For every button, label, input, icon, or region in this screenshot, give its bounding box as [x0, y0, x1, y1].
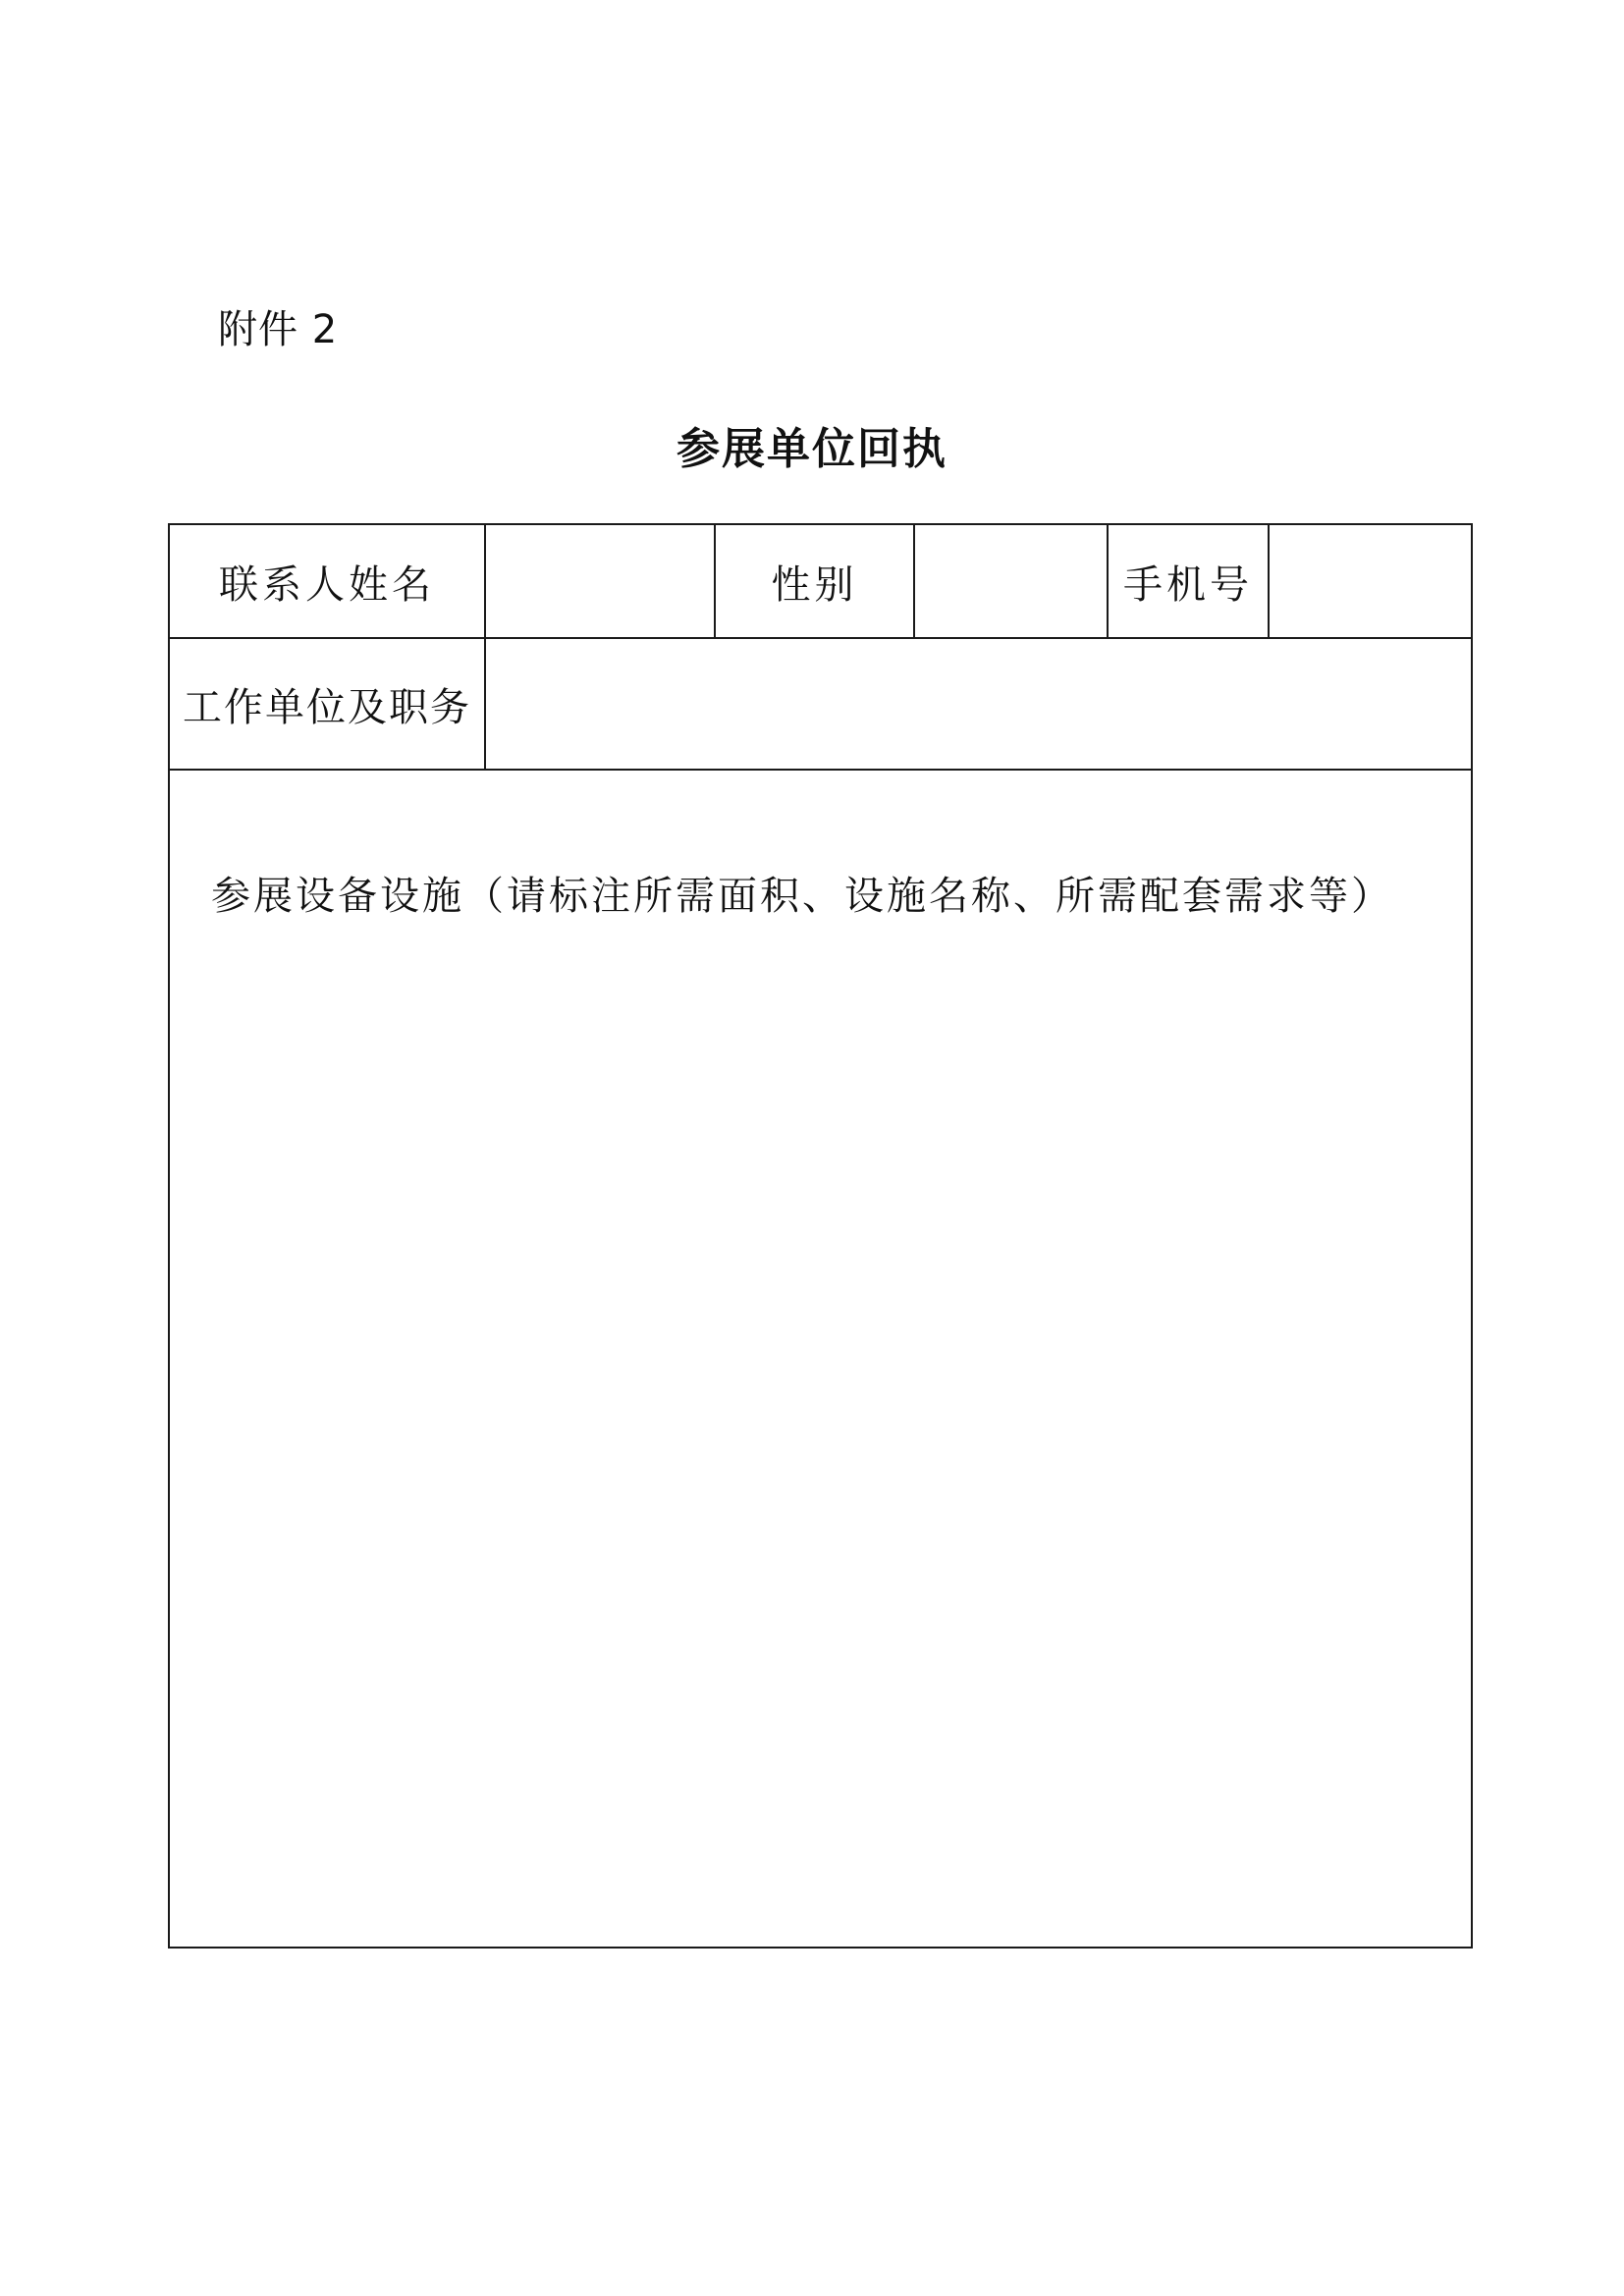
- contact-name-label: 联系人姓名: [169, 524, 485, 638]
- gender-field[interactable]: [914, 524, 1108, 638]
- contact-row: [169, 524, 1472, 638]
- phone-field[interactable]: [1269, 524, 1472, 638]
- reply-form-table: [168, 523, 1473, 1949]
- facilities-row: [169, 770, 1472, 1948]
- work-unit-field[interactable]: [485, 638, 1472, 770]
- gender-label: 性别: [715, 524, 914, 638]
- work-unit-row: [169, 638, 1472, 770]
- attachment-label: 附件 2: [218, 307, 339, 352]
- facilities-label: 参展设备设施（请标注所需面积、设施名称、所需配套需求等）: [211, 874, 1393, 919]
- contact-name-field[interactable]: [485, 524, 715, 638]
- work-unit-label: 工作单位及职务: [169, 638, 485, 770]
- document-title: 参展单位回执: [677, 424, 947, 474]
- phone-label: 手机号: [1108, 524, 1269, 638]
- facilities-field[interactable]: [169, 770, 1472, 1948]
